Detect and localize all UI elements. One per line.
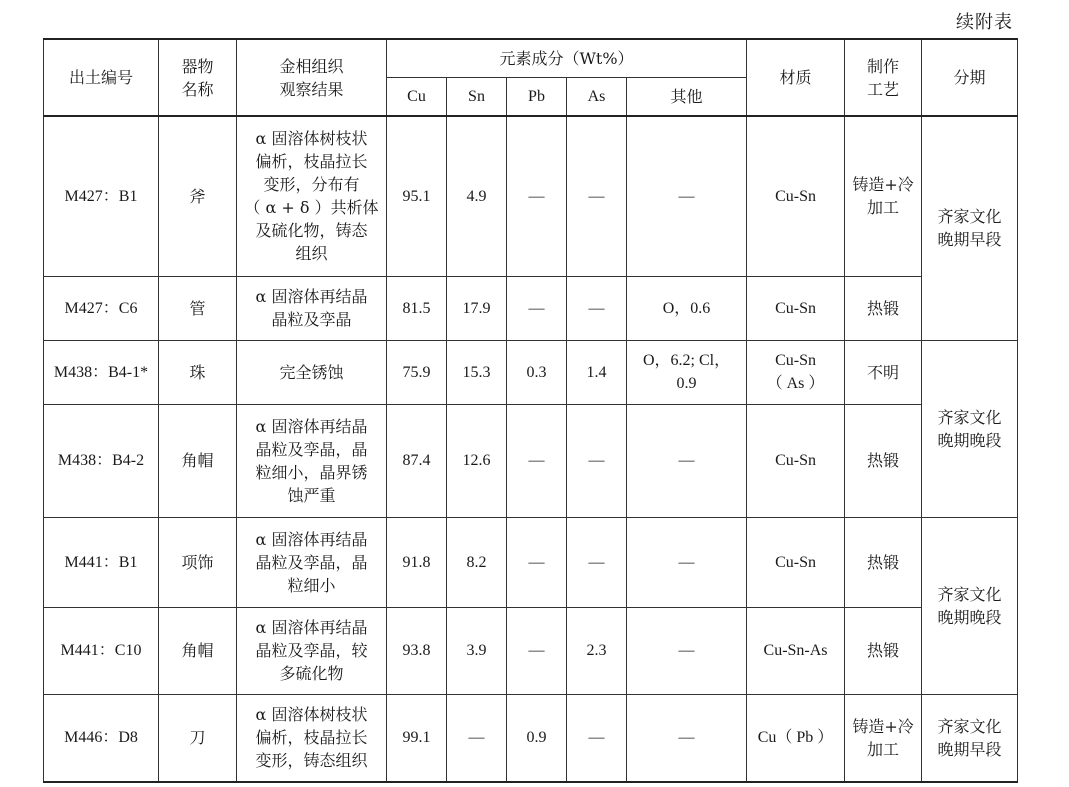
- cell-technique: 铸造+冷 加工: [845, 694, 922, 782]
- cell-artifact-name: 刀: [159, 694, 237, 782]
- cell-site-number: M441：C10: [44, 607, 159, 694]
- cell-pb: —: [507, 607, 567, 694]
- cell-metallography: 完全锈蚀: [237, 340, 387, 404]
- cell-cu: 87.4: [387, 404, 447, 517]
- cell-period: 齐家文化 晚期晚段: [922, 340, 1018, 517]
- table-row: [44, 340, 1018, 404]
- cell-technique: 不明: [845, 340, 922, 404]
- cell-metallography: α 固溶体再结晶 晶粒及孪晶: [237, 276, 387, 340]
- cell-artifact-name: 珠: [159, 340, 237, 404]
- cell-sn: 4.9: [447, 116, 507, 276]
- header-artifact-name: 器物 名称: [159, 39, 237, 116]
- header-as: As: [567, 78, 627, 117]
- table-row: [44, 694, 1018, 782]
- header-cu: Cu: [387, 78, 447, 117]
- cell-pb: —: [507, 404, 567, 517]
- header-sn: Sn: [447, 78, 507, 117]
- cell-site-number: M446：D8: [44, 694, 159, 782]
- cell-sn: 12.6: [447, 404, 507, 517]
- cell-site-number: M427：B1: [44, 116, 159, 276]
- table-row: [44, 116, 1018, 276]
- cell-other: —: [627, 694, 747, 782]
- cell-metallography: α 固溶体再结晶 晶粒及孪晶，晶 粒细小，晶界锈 蚀严重: [237, 404, 387, 517]
- header-period: 分期: [922, 39, 1018, 116]
- cell-as: —: [567, 694, 627, 782]
- header-technique: 制作 工艺: [845, 39, 922, 116]
- cell-site-number: M438：B4-2: [44, 404, 159, 517]
- cell-cu: 75.9: [387, 340, 447, 404]
- cell-sn: —: [447, 694, 507, 782]
- cell-pb: 0.3: [507, 340, 567, 404]
- cell-site-number: M441：B1: [44, 517, 159, 607]
- cell-artifact-name: 斧: [159, 116, 237, 276]
- cell-technique: 热锻: [845, 517, 922, 607]
- cell-material: Cu-Sn: [747, 517, 845, 607]
- cell-other: —: [627, 116, 747, 276]
- cell-metallography: α 固溶体树枝状 偏析，枝晶拉长 变形，铸态组织: [237, 694, 387, 782]
- cell-as: 2.3: [567, 607, 627, 694]
- cell-other: —: [627, 404, 747, 517]
- cell-pb: —: [507, 517, 567, 607]
- cell-as: —: [567, 404, 627, 517]
- cell-as: —: [567, 116, 627, 276]
- cell-cu: 99.1: [387, 694, 447, 782]
- header-other: 其他: [627, 78, 747, 117]
- cell-cu: 91.8: [387, 517, 447, 607]
- cell-technique: 热锻: [845, 404, 922, 517]
- cell-material: Cu-Sn-As: [747, 607, 845, 694]
- cell-sn: 15.3: [447, 340, 507, 404]
- cell-material: Cu-Sn （ As ）: [747, 340, 845, 404]
- cell-metallography: α 固溶体再结晶 晶粒及孪晶，晶 粒细小: [237, 517, 387, 607]
- cell-artifact-name: 管: [159, 276, 237, 340]
- cell-sn: 17.9: [447, 276, 507, 340]
- table-row: [44, 276, 1018, 340]
- cell-period: 齐家文化 晚期晚段: [922, 517, 1018, 694]
- cell-sn: 8.2: [447, 517, 507, 607]
- cell-metallography: α 固溶体再结晶 晶粒及孪晶，较 多硫化物: [237, 607, 387, 694]
- cell-pb: 0.9: [507, 694, 567, 782]
- cell-as: —: [567, 517, 627, 607]
- header-site-number: 出土编号: [44, 39, 159, 116]
- table-caption: 续附表: [956, 12, 1013, 33]
- cell-technique: 热锻: [845, 276, 922, 340]
- table-row: [44, 517, 1018, 607]
- cell-pb: —: [507, 276, 567, 340]
- cell-technique: 热锻: [845, 607, 922, 694]
- cell-site-number: M438：B4-1*: [44, 340, 159, 404]
- cell-sn: 3.9: [447, 607, 507, 694]
- header-metallography: 金相组织 观察结果: [237, 39, 387, 116]
- cell-cu: 95.1: [387, 116, 447, 276]
- cell-material: Cu-Sn: [747, 276, 845, 340]
- cell-technique: 铸造+冷 加工: [845, 116, 922, 276]
- cell-artifact-name: 项饰: [159, 517, 237, 607]
- composition-table: [43, 38, 1018, 783]
- cell-as: 1.4: [567, 340, 627, 404]
- cell-period: 齐家文化 晚期早段: [922, 116, 1018, 340]
- cell-material: Cu-Sn: [747, 116, 845, 276]
- cell-other: —: [627, 607, 747, 694]
- table-row: [44, 404, 1018, 517]
- cell-site-number: M427：C6: [44, 276, 159, 340]
- cell-other: O，0.6: [627, 276, 747, 340]
- cell-material: Cu-Sn: [747, 404, 845, 517]
- table-row: [44, 607, 1018, 694]
- cell-as: —: [567, 276, 627, 340]
- cell-cu: 93.8: [387, 607, 447, 694]
- cell-artifact-name: 角帽: [159, 404, 237, 517]
- cell-material: Cu（ Pb ）: [747, 694, 845, 782]
- cell-other: O，6.2; Cl， 0.9: [627, 340, 747, 404]
- header-composition: 元素成分（Wt%）: [387, 39, 747, 78]
- cell-cu: 81.5: [387, 276, 447, 340]
- header-pb: Pb: [507, 78, 567, 117]
- cell-period: 齐家文化 晚期早段: [922, 694, 1018, 782]
- header-material: 材质: [747, 39, 845, 116]
- cell-metallography: α 固溶体树枝状 偏析，枝晶拉长 变形，分布有 （ α + δ ）共析体 及硫化物，铸态 组织: [237, 116, 387, 276]
- cell-other: —: [627, 517, 747, 607]
- cell-pb: —: [507, 116, 567, 276]
- cell-artifact-name: 角帽: [159, 607, 237, 694]
